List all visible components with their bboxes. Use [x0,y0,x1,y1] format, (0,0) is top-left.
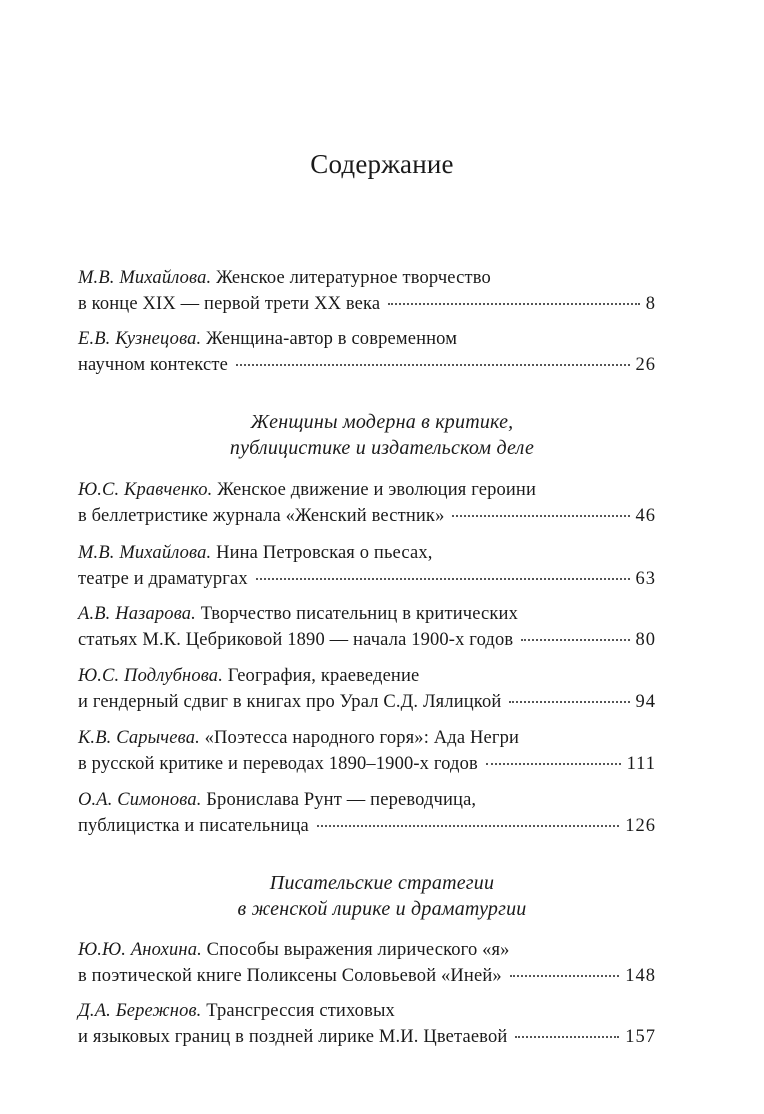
entry-page-number: 157 [625,1027,656,1047]
entry-author: О.А. Симонова. [78,790,202,810]
dot-leader [452,514,629,517]
entry-author: Д.А. Бережнов. [78,1001,202,1021]
entry-title-line2: в русской критике и переводах 1890–1900-х годов [78,754,478,774]
section-heading-line1: Женщины модерна в критике, [250,411,514,433]
section-heading-line2: публицистике и издательском деле [229,437,535,459]
toc-entry [78,326,656,378]
entry-title-line1: География, краеведение [222,666,420,686]
entry-title-line1: Женское движение и эволюция героини [212,480,537,500]
entry-title-line2: и гендерный сдвиг в книгах про Урал С.Д. Лялицкой [78,692,502,712]
section-heading [0,409,764,461]
dot-leader [317,824,619,827]
entry-page-number: 126 [625,816,656,836]
toc-entry [78,787,656,839]
entry-page-number: 8 [645,294,656,314]
dot-leader [388,302,639,305]
dot-leader [521,638,629,641]
entry-title-line1: Бронислава Рунт — переводчица, [201,790,477,810]
entry-page-number: 148 [625,966,656,986]
page-title: Содержание [310,149,454,179]
dot-leader [486,762,621,765]
entry-author: Ю.С. Подлубнова. [78,666,223,686]
entry-page-number: 80 [635,630,656,650]
toc-entry [78,540,656,592]
entry-author: Ю.Ю. Анохина. [78,940,202,960]
entry-page-number: 111 [626,754,656,774]
entry-title-line1: Творчество писательниц в критических [195,604,518,624]
entry-author: М.В. Михайлова. [78,543,212,563]
entry-title-line1: «Поэтесса народного горя»: Ада Негри [199,728,520,748]
entry-author: М.В. Михайлова. [78,268,212,288]
entry-title-line2: в беллетристике журнала «Женский вестник» [78,506,445,526]
entry-title-line1: Нина Петровская о пьесах, [211,543,433,563]
dot-leader [510,974,619,977]
section-heading [0,870,764,922]
entry-page-number: 26 [635,355,656,375]
toc-entry [78,477,656,529]
dot-leader [236,363,630,366]
toc-entry [78,937,656,989]
entry-title-line2: в конце XIX — первой трети XX века [78,294,381,314]
entry-page-number: 46 [635,506,656,526]
entry-author: К.В. Сарычева. [78,728,200,748]
entry-page-number: 94 [635,692,656,712]
toc-entry [78,601,656,653]
dot-leader [256,577,630,580]
entry-title-line2: театре и драматургах [78,569,248,589]
entry-author: Ю.С. Кравченко. [78,480,213,500]
dot-leader [515,1035,619,1038]
toc-entry [78,663,656,715]
entry-title-line2: в поэтической книге Поликсены Соловьевой «Иней» [78,966,502,986]
toc-entry [78,265,656,317]
dot-leader [509,700,629,703]
entry-page-number: 63 [635,569,656,589]
entry-author: А.В. Назарова. [78,604,196,624]
entry-title-line2: статьях М.К. Цебриковой 1890 — начала 1900-х годов [78,630,514,650]
entry-title-line1: Женщина-автор в современном [201,329,458,349]
entry-title-line2: публицистка и писательница [78,816,309,836]
entry-title-line1: Женское литературное творчество [211,268,491,288]
section-heading-line2: в женской лирике и драматургии [237,898,527,920]
entry-title-line1: Способы выражения лирического «я» [201,940,510,960]
toc-entry [78,998,656,1050]
entry-title-line2: и языковых границ в поздней лирике М.И. Цветаевой [78,1027,508,1047]
toc-entry [78,725,656,777]
entry-title-line1: Трансгрессия стиховых [201,1001,395,1021]
section-heading-line1: Писательские стратегии [269,872,495,894]
entry-title-line2: научном контексте [78,355,228,375]
entry-author: Е.В. Кузнецова. [78,329,202,349]
